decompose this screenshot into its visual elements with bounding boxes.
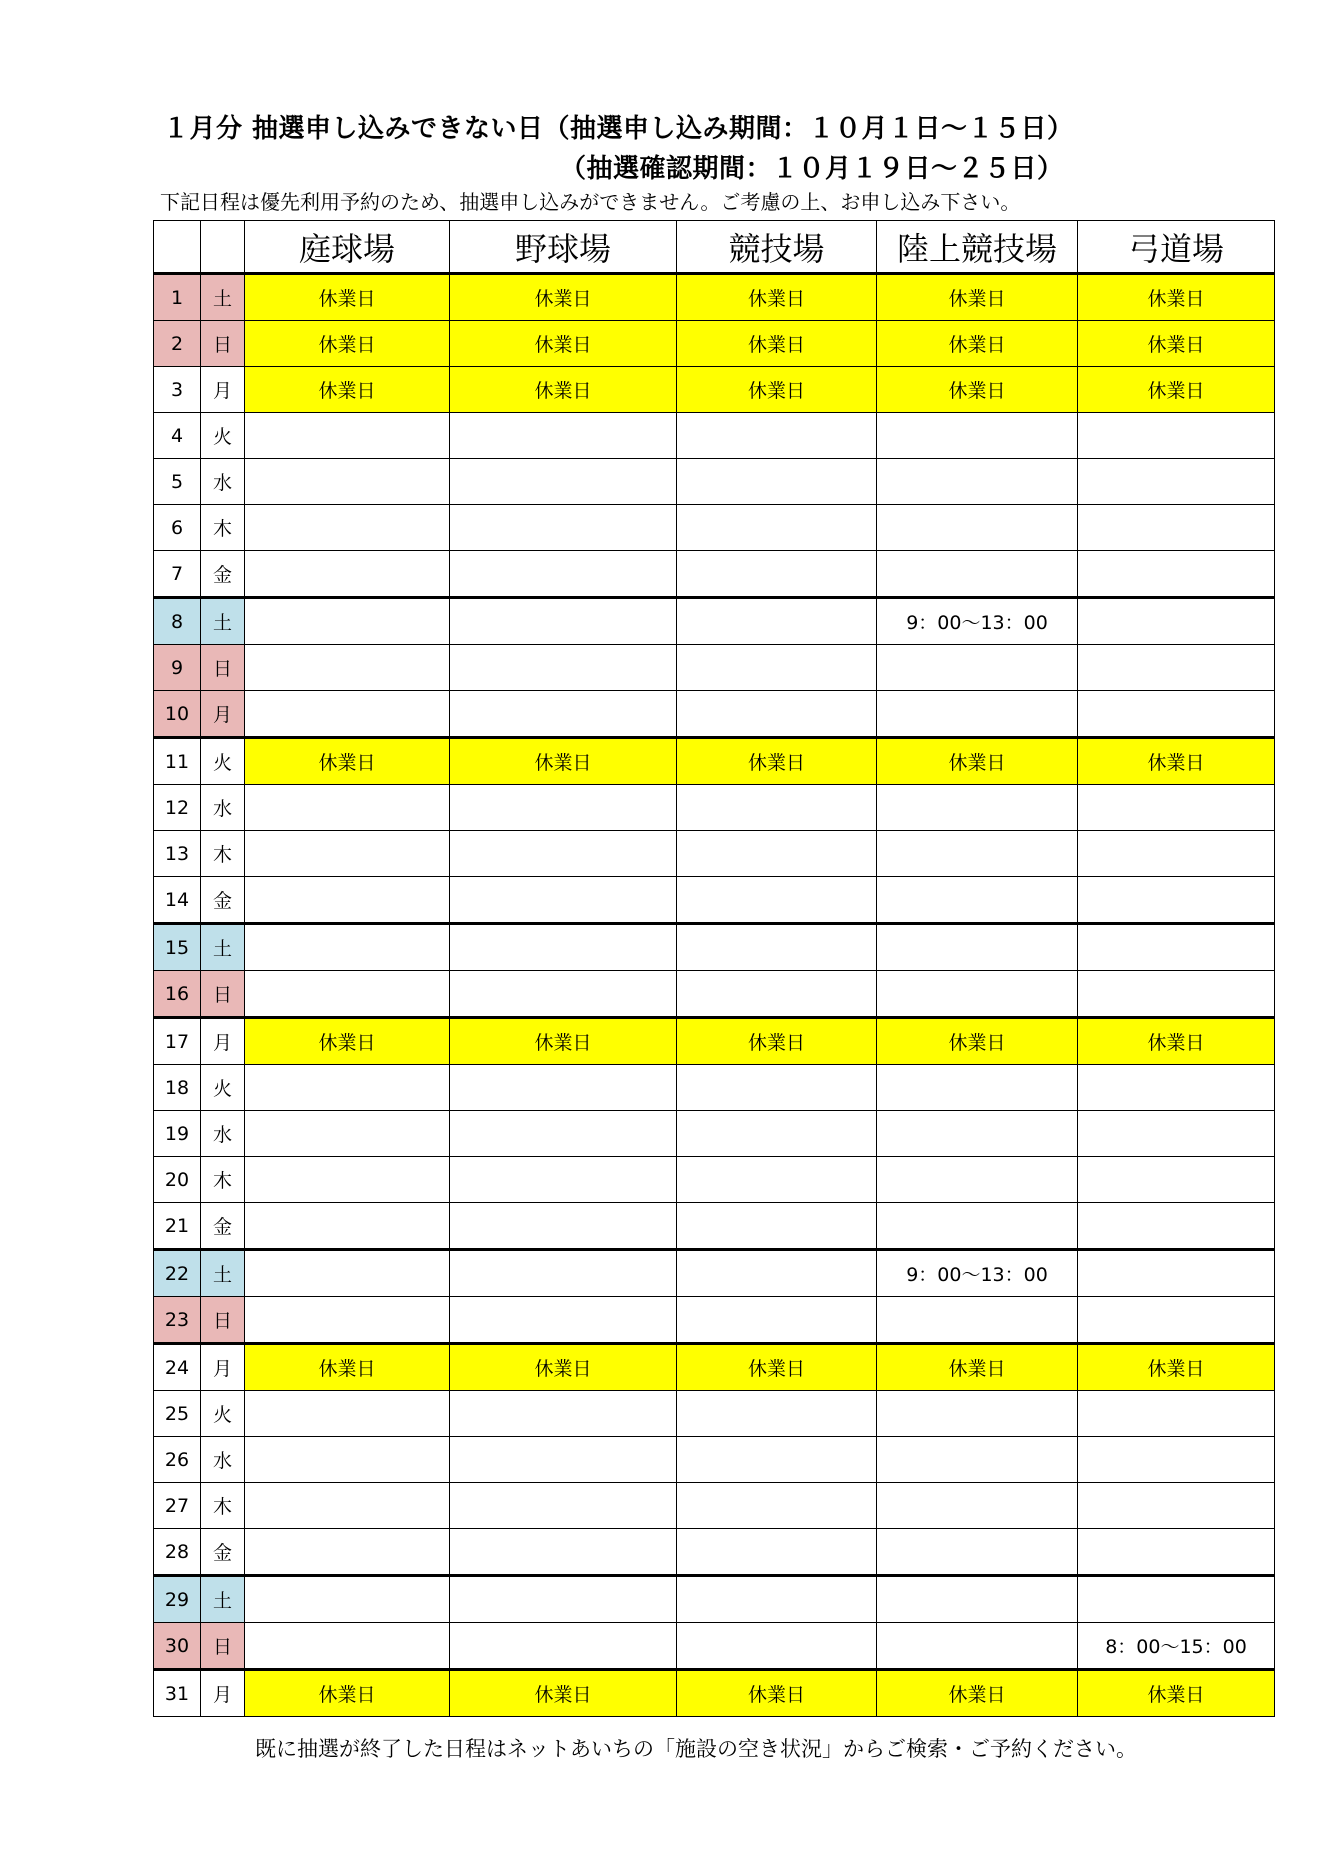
cell-archery-range: [1078, 598, 1275, 645]
table-row: [154, 1529, 1275, 1576]
cell-athletics-stadium: [877, 1203, 1078, 1250]
day-number: 29: [154, 1576, 201, 1623]
day-of-week: 火: [201, 413, 245, 459]
cell-athletics-stadium: [877, 459, 1078, 505]
cell-stadium: [677, 505, 877, 551]
cell-baseball-field: [450, 1157, 677, 1203]
cell-baseball-field: [450, 551, 677, 598]
day-number: 10: [154, 691, 201, 738]
day-number: 7: [154, 551, 201, 598]
cell-baseball-field: [450, 1065, 677, 1111]
cell-stadium: [677, 1623, 877, 1670]
cell-athletics-stadium: [877, 1437, 1078, 1483]
day-of-week: 水: [201, 459, 245, 505]
cell-athletics-stadium: [877, 1391, 1078, 1437]
day-of-week: 金: [201, 1203, 245, 1250]
cell-archery-range: [1078, 691, 1275, 738]
cell-baseball-field: [450, 691, 677, 738]
cell-baseball-field: [450, 413, 677, 459]
day-of-week: 木: [201, 1157, 245, 1203]
day-of-week: 水: [201, 785, 245, 831]
day-number: 2: [154, 321, 201, 367]
cell-archery-range: [1078, 1065, 1275, 1111]
day-of-week: 木: [201, 1483, 245, 1529]
cell-tennis-court: 休業日: [245, 274, 450, 321]
header-day: [154, 221, 201, 274]
cell-tennis-court: [245, 1111, 450, 1157]
table-row: [154, 785, 1275, 831]
cell-archery-range: [1078, 831, 1275, 877]
table-row: [154, 413, 1275, 459]
cell-baseball-field: [450, 1203, 677, 1250]
day-of-week: 金: [201, 877, 245, 924]
cell-tennis-court: [245, 1437, 450, 1483]
cell-athletics-stadium: [877, 1576, 1078, 1623]
table-row: [154, 971, 1275, 1018]
cell-stadium: 休業日: [677, 321, 877, 367]
cell-archery-range: [1078, 924, 1275, 971]
table-row: [154, 831, 1275, 877]
day-of-week: 木: [201, 831, 245, 877]
table-row: [154, 274, 1275, 321]
cell-archery-range: [1078, 877, 1275, 924]
cell-athletics-stadium: [877, 1623, 1078, 1670]
cell-archery-range: 休業日: [1078, 1670, 1275, 1717]
cell-baseball-field: [450, 831, 677, 877]
title-line-2: （抽選確認期間：１０月１９日～２５日）: [560, 154, 1064, 184]
table-row: [154, 1623, 1275, 1670]
day-number: 8: [154, 598, 201, 645]
cell-athletics-stadium: [877, 831, 1078, 877]
cell-stadium: [677, 1203, 877, 1250]
cell-tennis-court: [245, 1483, 450, 1529]
header-athletics-stadium: 陸上競技場: [877, 221, 1078, 274]
cell-tennis-court: [245, 645, 450, 691]
cell-tennis-court: 休業日: [245, 321, 450, 367]
table-row: [154, 1437, 1275, 1483]
header-baseball-field: 野球場: [450, 221, 677, 274]
day-number: 25: [154, 1391, 201, 1437]
header-dow: [201, 221, 245, 274]
cell-stadium: 休業日: [677, 1018, 877, 1065]
cell-tennis-court: [245, 1065, 450, 1111]
table-row: [154, 1203, 1275, 1250]
table-row: [154, 459, 1275, 505]
day-number: 22: [154, 1250, 201, 1297]
day-of-week: 月: [201, 691, 245, 738]
cell-baseball-field: [450, 1483, 677, 1529]
cell-athletics-stadium: [877, 1483, 1078, 1529]
table-row: [154, 1670, 1275, 1717]
table-row: [154, 367, 1275, 413]
cell-baseball-field: [450, 1437, 677, 1483]
cell-tennis-court: [245, 459, 450, 505]
cell-archery-range: [1078, 1576, 1275, 1623]
cell-archery-range: [1078, 1483, 1275, 1529]
header-tennis-court: 庭球場: [245, 221, 450, 274]
cell-archery-range: [1078, 505, 1275, 551]
cell-stadium: [677, 1391, 877, 1437]
cell-baseball-field: [450, 459, 677, 505]
cell-baseball-field: 休業日: [450, 1018, 677, 1065]
table-row: [154, 1483, 1275, 1529]
cell-stadium: [677, 785, 877, 831]
table-row: [154, 1391, 1275, 1437]
cell-archery-range: [1078, 645, 1275, 691]
cell-archery-range: 休業日: [1078, 1344, 1275, 1391]
day-of-week: 金: [201, 551, 245, 598]
table-row: [154, 1157, 1275, 1203]
cell-baseball-field: [450, 1623, 677, 1670]
cell-stadium: [677, 691, 877, 738]
table-row: [154, 321, 1275, 367]
cell-athletics-stadium: [877, 924, 1078, 971]
day-number: 16: [154, 971, 201, 1018]
cell-baseball-field: [450, 1529, 677, 1576]
cell-athletics-stadium: 休業日: [877, 1670, 1078, 1717]
cell-baseball-field: 休業日: [450, 321, 677, 367]
cell-stadium: [677, 1157, 877, 1203]
table-row: [154, 1576, 1275, 1623]
cell-athletics-stadium: [877, 1297, 1078, 1344]
cell-archery-range: 休業日: [1078, 1018, 1275, 1065]
cell-stadium: 休業日: [677, 738, 877, 785]
cell-baseball-field: [450, 924, 677, 971]
day-of-week: 日: [201, 971, 245, 1018]
header-row: [154, 221, 1275, 274]
cell-tennis-court: 休業日: [245, 1018, 450, 1065]
cell-stadium: [677, 1065, 877, 1111]
cell-athletics-stadium: [877, 505, 1078, 551]
cell-stadium: [677, 831, 877, 877]
day-number: 6: [154, 505, 201, 551]
cell-baseball-field: [450, 598, 677, 645]
table-row: [154, 1018, 1275, 1065]
day-number: 15: [154, 924, 201, 971]
day-of-week: 金: [201, 1529, 245, 1576]
day-number: 5: [154, 459, 201, 505]
cell-stadium: [677, 1529, 877, 1576]
table-row: [154, 924, 1275, 971]
day-number: 18: [154, 1065, 201, 1111]
cell-athletics-stadium: 休業日: [877, 367, 1078, 413]
cell-archery-range: [1078, 1437, 1275, 1483]
day-number: 20: [154, 1157, 201, 1203]
cell-tennis-court: [245, 1391, 450, 1437]
day-number: 21: [154, 1203, 201, 1250]
cell-athletics-stadium: 休業日: [877, 1018, 1078, 1065]
cell-archery-range: 休業日: [1078, 321, 1275, 367]
cell-athletics-stadium: 9：00～13：00: [877, 1250, 1078, 1297]
notice-text: 下記日程は優先利用予約のため、抽選申し込みができません。ご考慮の上、お申し込み下さい。: [160, 190, 1021, 214]
title-line-1: １月分 抽選申し込みできない日（抽選申し込み期間：１０月１日～１５日）: [163, 114, 1074, 144]
cell-tennis-court: [245, 1576, 450, 1623]
table-row: [154, 691, 1275, 738]
cell-tennis-court: [245, 1529, 450, 1576]
day-number: 17: [154, 1018, 201, 1065]
header-archery-range: 弓道場: [1078, 221, 1275, 274]
schedule-table: [153, 220, 1275, 1717]
cell-baseball-field: [450, 1297, 677, 1344]
cell-athletics-stadium: 休業日: [877, 274, 1078, 321]
day-number: 24: [154, 1344, 201, 1391]
cell-tennis-court: [245, 1250, 450, 1297]
day-number: 12: [154, 785, 201, 831]
cell-athletics-stadium: 休業日: [877, 738, 1078, 785]
cell-baseball-field: 休業日: [450, 274, 677, 321]
day-of-week: 木: [201, 505, 245, 551]
day-of-week: 火: [201, 738, 245, 785]
day-number: 26: [154, 1437, 201, 1483]
cell-archery-range: [1078, 1529, 1275, 1576]
table-row: [154, 598, 1275, 645]
cell-stadium: [677, 971, 877, 1018]
cell-archery-range: 休業日: [1078, 274, 1275, 321]
day-number: 14: [154, 877, 201, 924]
cell-archery-range: [1078, 1157, 1275, 1203]
cell-tennis-court: [245, 1157, 450, 1203]
day-number: 23: [154, 1297, 201, 1344]
day-of-week: 日: [201, 321, 245, 367]
cell-athletics-stadium: [877, 877, 1078, 924]
cell-tennis-court: [245, 1623, 450, 1670]
table-row: [154, 1344, 1275, 1391]
day-of-week: 水: [201, 1111, 245, 1157]
cell-archery-range: [1078, 1250, 1275, 1297]
cell-stadium: [677, 459, 877, 505]
cell-athletics-stadium: [877, 691, 1078, 738]
day-of-week: 土: [201, 924, 245, 971]
header-stadium: 競技場: [677, 221, 877, 274]
day-number: 4: [154, 413, 201, 459]
cell-tennis-court: 休業日: [245, 738, 450, 785]
cell-baseball-field: 休業日: [450, 738, 677, 785]
cell-baseball-field: [450, 1391, 677, 1437]
day-number: 9: [154, 645, 201, 691]
footer-note: 既に抽選が終了した日程はネットあいちの「施設の空き状況」からご検索・ご予約ください。: [255, 1737, 1137, 1761]
cell-archery-range: [1078, 1203, 1275, 1250]
day-of-week: 月: [201, 367, 245, 413]
cell-tennis-court: [245, 924, 450, 971]
cell-baseball-field: [450, 1111, 677, 1157]
cell-stadium: [677, 645, 877, 691]
day-number: 30: [154, 1623, 201, 1670]
cell-archery-range: 8：00～15：00: [1078, 1623, 1275, 1670]
cell-athletics-stadium: [877, 1111, 1078, 1157]
cell-baseball-field: [450, 785, 677, 831]
day-of-week: 月: [201, 1344, 245, 1391]
day-of-week: 火: [201, 1391, 245, 1437]
cell-archery-range: [1078, 1297, 1275, 1344]
day-of-week: 水: [201, 1437, 245, 1483]
cell-athletics-stadium: 休業日: [877, 1344, 1078, 1391]
cell-archery-range: [1078, 459, 1275, 505]
cell-archery-range: [1078, 413, 1275, 459]
cell-baseball-field: [450, 645, 677, 691]
cell-tennis-court: 休業日: [245, 1670, 450, 1717]
table-row: [154, 551, 1275, 598]
cell-tennis-court: [245, 598, 450, 645]
table-row: [154, 1111, 1275, 1157]
cell-tennis-court: [245, 413, 450, 459]
cell-stadium: [677, 1111, 877, 1157]
cell-stadium: [677, 598, 877, 645]
cell-archery-range: [1078, 971, 1275, 1018]
cell-tennis-court: [245, 785, 450, 831]
cell-athletics-stadium: [877, 1065, 1078, 1111]
cell-archery-range: [1078, 551, 1275, 598]
cell-athletics-stadium: [877, 1157, 1078, 1203]
day-of-week: 土: [201, 1250, 245, 1297]
table-row: [154, 1297, 1275, 1344]
table-row: [154, 1065, 1275, 1111]
table-row: [154, 738, 1275, 785]
cell-athletics-stadium: [877, 551, 1078, 598]
cell-baseball-field: [450, 877, 677, 924]
cell-baseball-field: [450, 1576, 677, 1623]
day-of-week: 月: [201, 1670, 245, 1717]
cell-tennis-court: 休業日: [245, 1344, 450, 1391]
cell-archery-range: 休業日: [1078, 367, 1275, 413]
cell-tennis-court: [245, 1297, 450, 1344]
cell-athletics-stadium: 休業日: [877, 321, 1078, 367]
day-of-week: 日: [201, 645, 245, 691]
cell-tennis-court: [245, 831, 450, 877]
cell-tennis-court: [245, 505, 450, 551]
cell-athletics-stadium: 9：00～13：00: [877, 598, 1078, 645]
cell-athletics-stadium: [877, 413, 1078, 459]
table-row: [154, 877, 1275, 924]
day-of-week: 土: [201, 1576, 245, 1623]
day-number: 28: [154, 1529, 201, 1576]
cell-stadium: [677, 1483, 877, 1529]
cell-athletics-stadium: [877, 785, 1078, 831]
cell-stadium: [677, 1576, 877, 1623]
day-of-week: 火: [201, 1065, 245, 1111]
cell-stadium: 休業日: [677, 1344, 877, 1391]
day-of-week: 月: [201, 1018, 245, 1065]
cell-tennis-court: [245, 551, 450, 598]
cell-stadium: [677, 1250, 877, 1297]
day-number: 11: [154, 738, 201, 785]
cell-stadium: [677, 1437, 877, 1483]
day-number: 19: [154, 1111, 201, 1157]
day-of-week: 土: [201, 274, 245, 321]
day-number: 31: [154, 1670, 201, 1717]
day-of-week: 日: [201, 1297, 245, 1344]
cell-baseball-field: [450, 1250, 677, 1297]
cell-tennis-court: [245, 971, 450, 1018]
cell-baseball-field: [450, 971, 677, 1018]
table-row: [154, 505, 1275, 551]
cell-baseball-field: [450, 505, 677, 551]
day-number: 1: [154, 274, 201, 321]
cell-stadium: 休業日: [677, 1670, 877, 1717]
cell-stadium: [677, 551, 877, 598]
cell-stadium: [677, 877, 877, 924]
schedule-body: [154, 274, 1275, 1717]
cell-stadium: [677, 924, 877, 971]
day-number: 13: [154, 831, 201, 877]
cell-stadium: 休業日: [677, 367, 877, 413]
cell-archery-range: 休業日: [1078, 738, 1275, 785]
cell-baseball-field: 休業日: [450, 1344, 677, 1391]
day-of-week: 日: [201, 1623, 245, 1670]
cell-baseball-field: 休業日: [450, 367, 677, 413]
cell-tennis-court: 休業日: [245, 367, 450, 413]
day-of-week: 土: [201, 598, 245, 645]
day-number: 3: [154, 367, 201, 413]
cell-tennis-court: [245, 1203, 450, 1250]
cell-archery-range: [1078, 1391, 1275, 1437]
cell-tennis-court: [245, 877, 450, 924]
cell-athletics-stadium: [877, 971, 1078, 1018]
cell-tennis-court: [245, 691, 450, 738]
cell-stadium: 休業日: [677, 274, 877, 321]
cell-athletics-stadium: [877, 1529, 1078, 1576]
day-number: 27: [154, 1483, 201, 1529]
table-row: [154, 645, 1275, 691]
cell-stadium: [677, 413, 877, 459]
table-row: [154, 1250, 1275, 1297]
cell-archery-range: [1078, 1111, 1275, 1157]
cell-archery-range: [1078, 785, 1275, 831]
cell-stadium: [677, 1297, 877, 1344]
cell-baseball-field: 休業日: [450, 1670, 677, 1717]
cell-athletics-stadium: [877, 645, 1078, 691]
